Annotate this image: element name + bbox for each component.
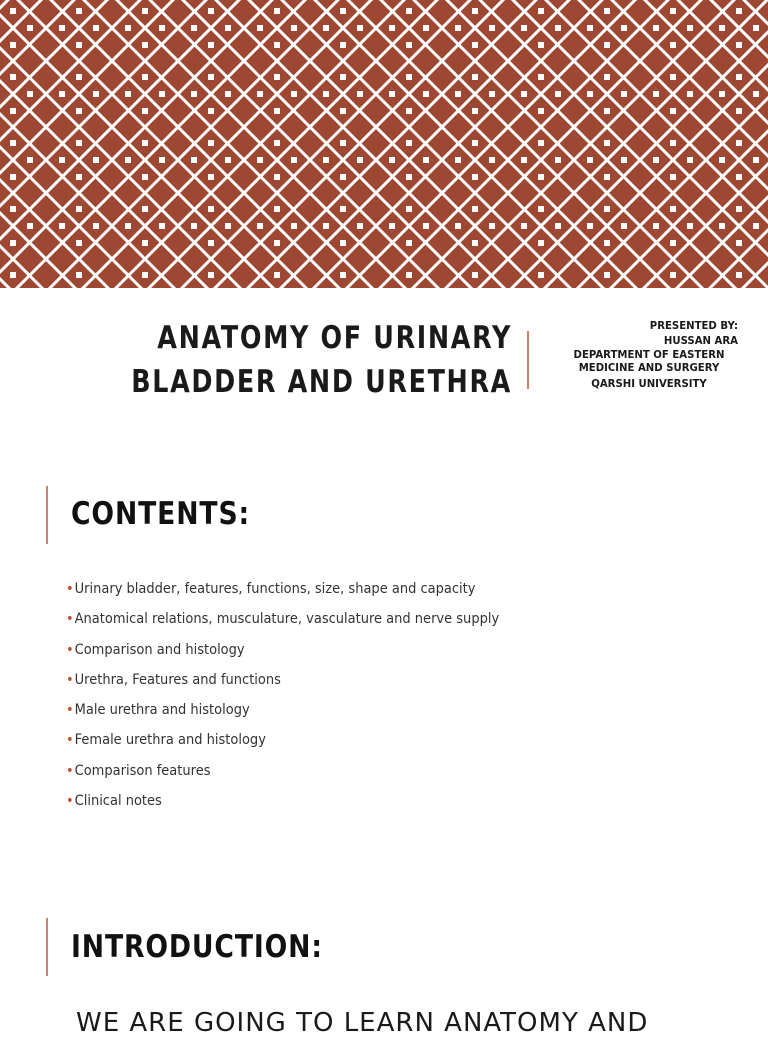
- bullet-icon: •: [66, 732, 74, 749]
- title-line-2: BLADDER AND URETHRA: [131, 364, 513, 400]
- contents-heading: CONTENTS:: [71, 496, 251, 532]
- bullet-icon: •: [66, 581, 74, 597]
- contents-item: •Female urethra and histology: [66, 732, 266, 749]
- bullet-icon: •: [66, 641, 74, 658]
- introduction-accent-bar: [46, 918, 48, 976]
- contents-list: [66, 576, 532, 818]
- contents-item: •Comparison and histology: [66, 641, 245, 658]
- presenter-university: QARSHI UNIVERSITY: [591, 377, 707, 390]
- contents-item: •Urethra, Features and functions: [66, 671, 281, 688]
- bullet-icon: •: [66, 611, 74, 628]
- presenter-label: PRESENTED BY:: [649, 319, 738, 332]
- presenter-block: [560, 318, 738, 391]
- bullet-icon: •: [66, 671, 74, 688]
- contents-accent-bar: [46, 486, 48, 544]
- slide-title: [0, 316, 512, 404]
- contents-item: •Urinary bladder, features, functions, size, shape and capacity: [66, 581, 476, 597]
- bullet-icon: •: [66, 762, 74, 779]
- bullet-icon: •: [66, 793, 74, 810]
- banner-pattern: [0, 0, 768, 288]
- title-line-1: ANATOMY OF URINARY: [157, 320, 512, 356]
- bullet-icon: •: [66, 702, 74, 719]
- contents-item: •Clinical notes: [66, 793, 162, 810]
- presenter-dept-line-2: MEDICINE AND SURGERY: [578, 361, 720, 374]
- contents-item: •Male urethra and histology: [66, 702, 250, 719]
- title-divider: [527, 331, 529, 389]
- presenter-name: HUSSAN ARA: [663, 334, 738, 347]
- contents-item: •Anatomical relations, musculature, vasculature and nerve supply: [66, 611, 500, 628]
- presenter-dept-line-1: DEPARTMENT OF EASTERN: [573, 348, 725, 361]
- introduction-text: WE ARE GOING TO LEARN ANATOMY AND: [76, 1008, 649, 1038]
- introduction-heading: INTRODUCTION:: [71, 929, 323, 965]
- contents-item: •Comparison features: [66, 762, 211, 779]
